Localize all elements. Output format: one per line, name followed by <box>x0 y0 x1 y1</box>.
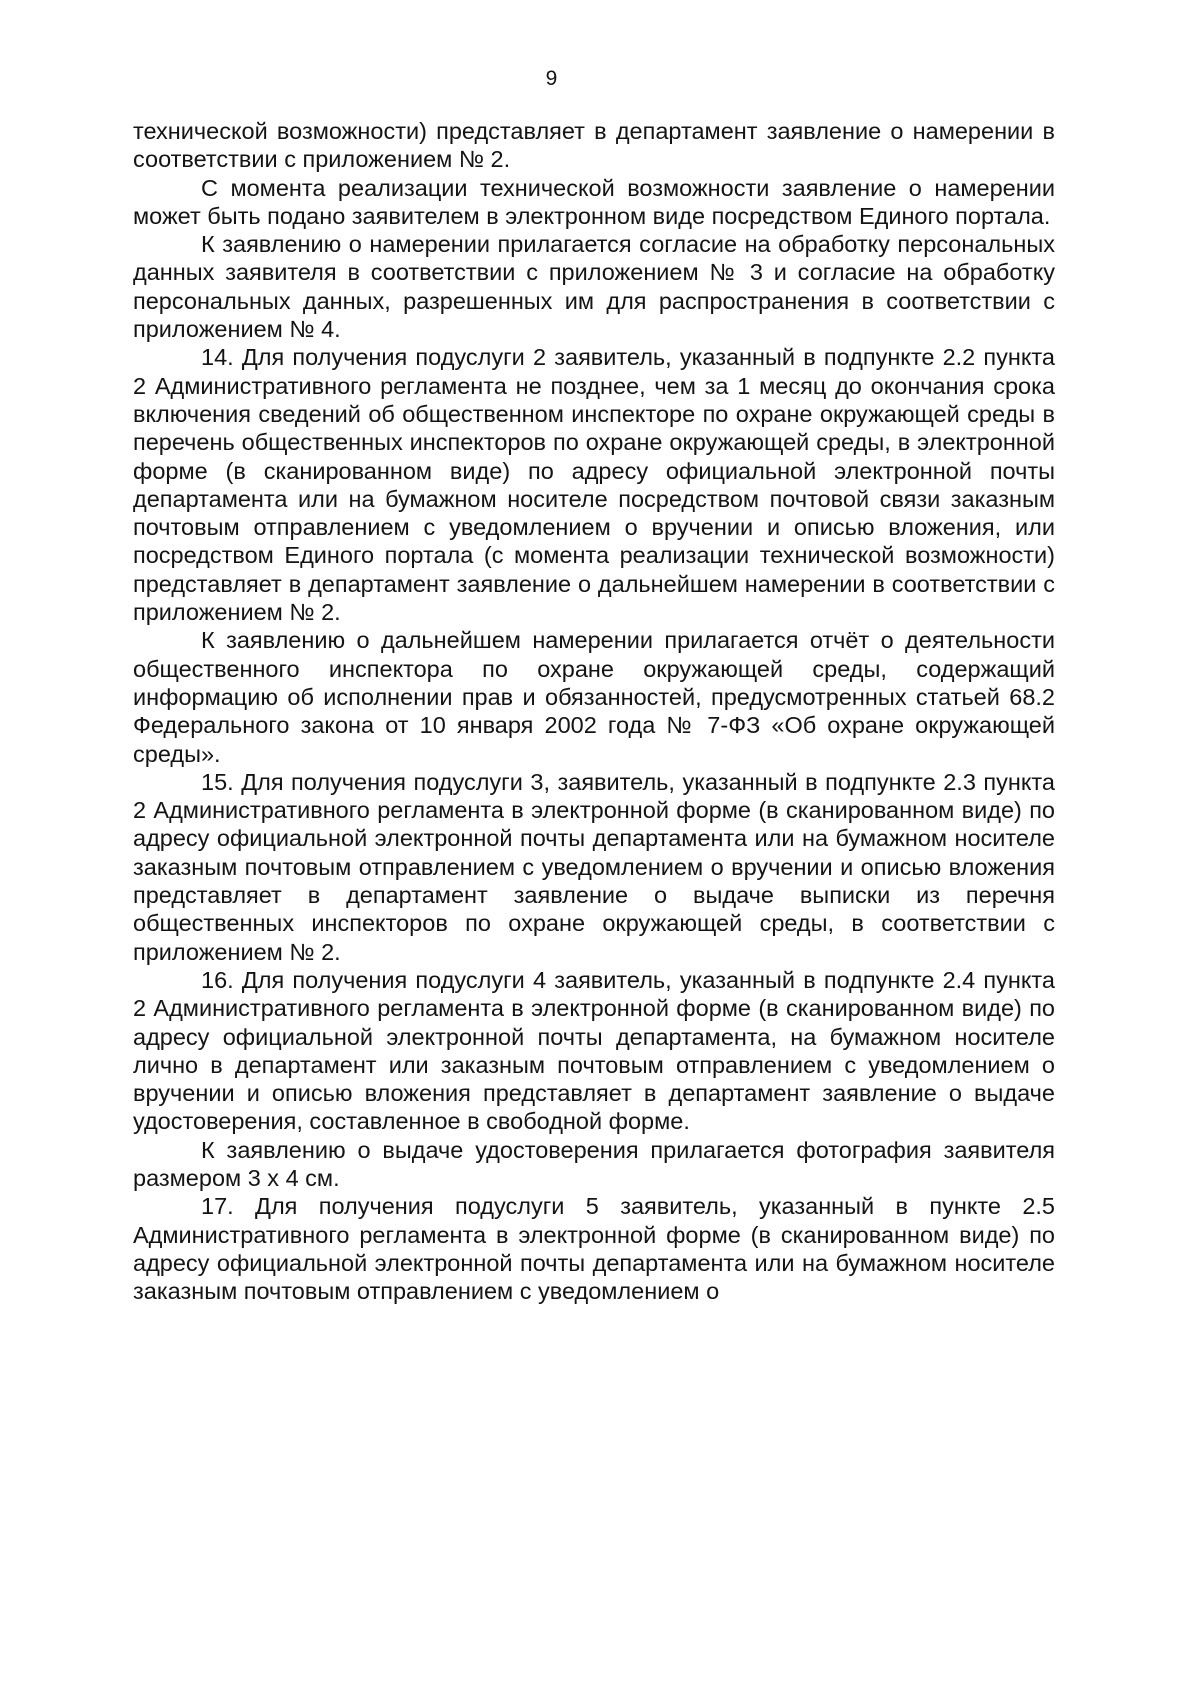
paragraph-7-item-16: 16. Для получения подуслуги 4 заявитель, указанный в подпункте 2.4 пункта 2 Административного регламента в электронной форме (в сканированном виде) по адресу официальной электронной почты департамента, на бумажном носителе лично в департамент или заказным почтовым отправлением с уведомлением о вручении и описью вложения представляет в департамент заявление о выдаче удостоверения, составленное в свободной форме. <box>133 966 1055 1135</box>
paragraph-6-item-15: 15. Для получения подуслуги 3, заявитель, указанный в подпункте 2.3 пункта 2 Административного регламента в электронной форме (в сканированном виде) по адресу официальной электронной почты департамента или на бумажном носителе заказным почтовым отправлением с уведомлением о вручении и описью вложения представляет в департамент заявление о выдаче выписки из перечня общественных инспекторов по охране окружающей среды, в соответствии с приложением № 2. <box>133 768 1055 965</box>
page-number: 9 <box>545 67 558 90</box>
paragraph-2: С момента реализации технической возможности заявление о намерении может быть подано заявителем в электронном виде посредством Единого портала. <box>133 174 1055 229</box>
paragraph-8: К заявлению о выдаче удостоверения прилагается фотография заявителя размером 3 х 4 см. <box>133 1136 1055 1191</box>
paragraph-9-item-17: 17. Для получения подуслуги 5 заявитель, указанный в пункте 2.5 Административного регламента в электронной форме (в сканированном виде) по адресу официальной электронной почты департамента или на бумажном носителе заказным почтовым отправлением с уведомлением о <box>133 1193 1055 1305</box>
paragraph-4-item-14: 14. Для получения подуслуги 2 заявитель, указанный в подпункте 2.2 пункта 2 Административного регламента не позднее, чем за 1 месяц до окончания срока включения сведений об общественном инспекторе по охране окружающей среды в перечень общественных инспекторов по охране окружающей среды, в электронной форме (в сканированном виде) по адресу официальной электронной почты департамента или на бумажном носителе посредством почтовой связи заказным почтовым отправлением с уведомлением о вручении и описью вложения, или посредством Единого портала (с момента реализации технической возможности) представляет в департамент заявление о дальнейшем намерении в соответствии с приложением № 2. <box>133 344 1055 626</box>
paragraph-5: К заявлению о дальнейшем намерении прилагается отчёт о деятельности общественного инспектора по охране окружающей среды, содержащий информацию об исполнении прав и обязанностей, предусмотренных статьей 68.2 Федерального закона от 10 января 2002 года № 7-ФЗ «Об охране окружающей среды». <box>133 627 1055 767</box>
document-body <box>133 117 1055 1305</box>
paragraph-1: технической возможности) представляет в департамент заявление о намерении в соответствии с приложением № 2. <box>133 118 1055 173</box>
paragraph-3: К заявлению о намерении прилагается согласие на обработку персональных данных заявителя в соответствии с приложением № 3 и согласие на обработку персональных данных, разрешенных им для распространения в соответствии с приложением № 4. <box>133 231 1055 343</box>
